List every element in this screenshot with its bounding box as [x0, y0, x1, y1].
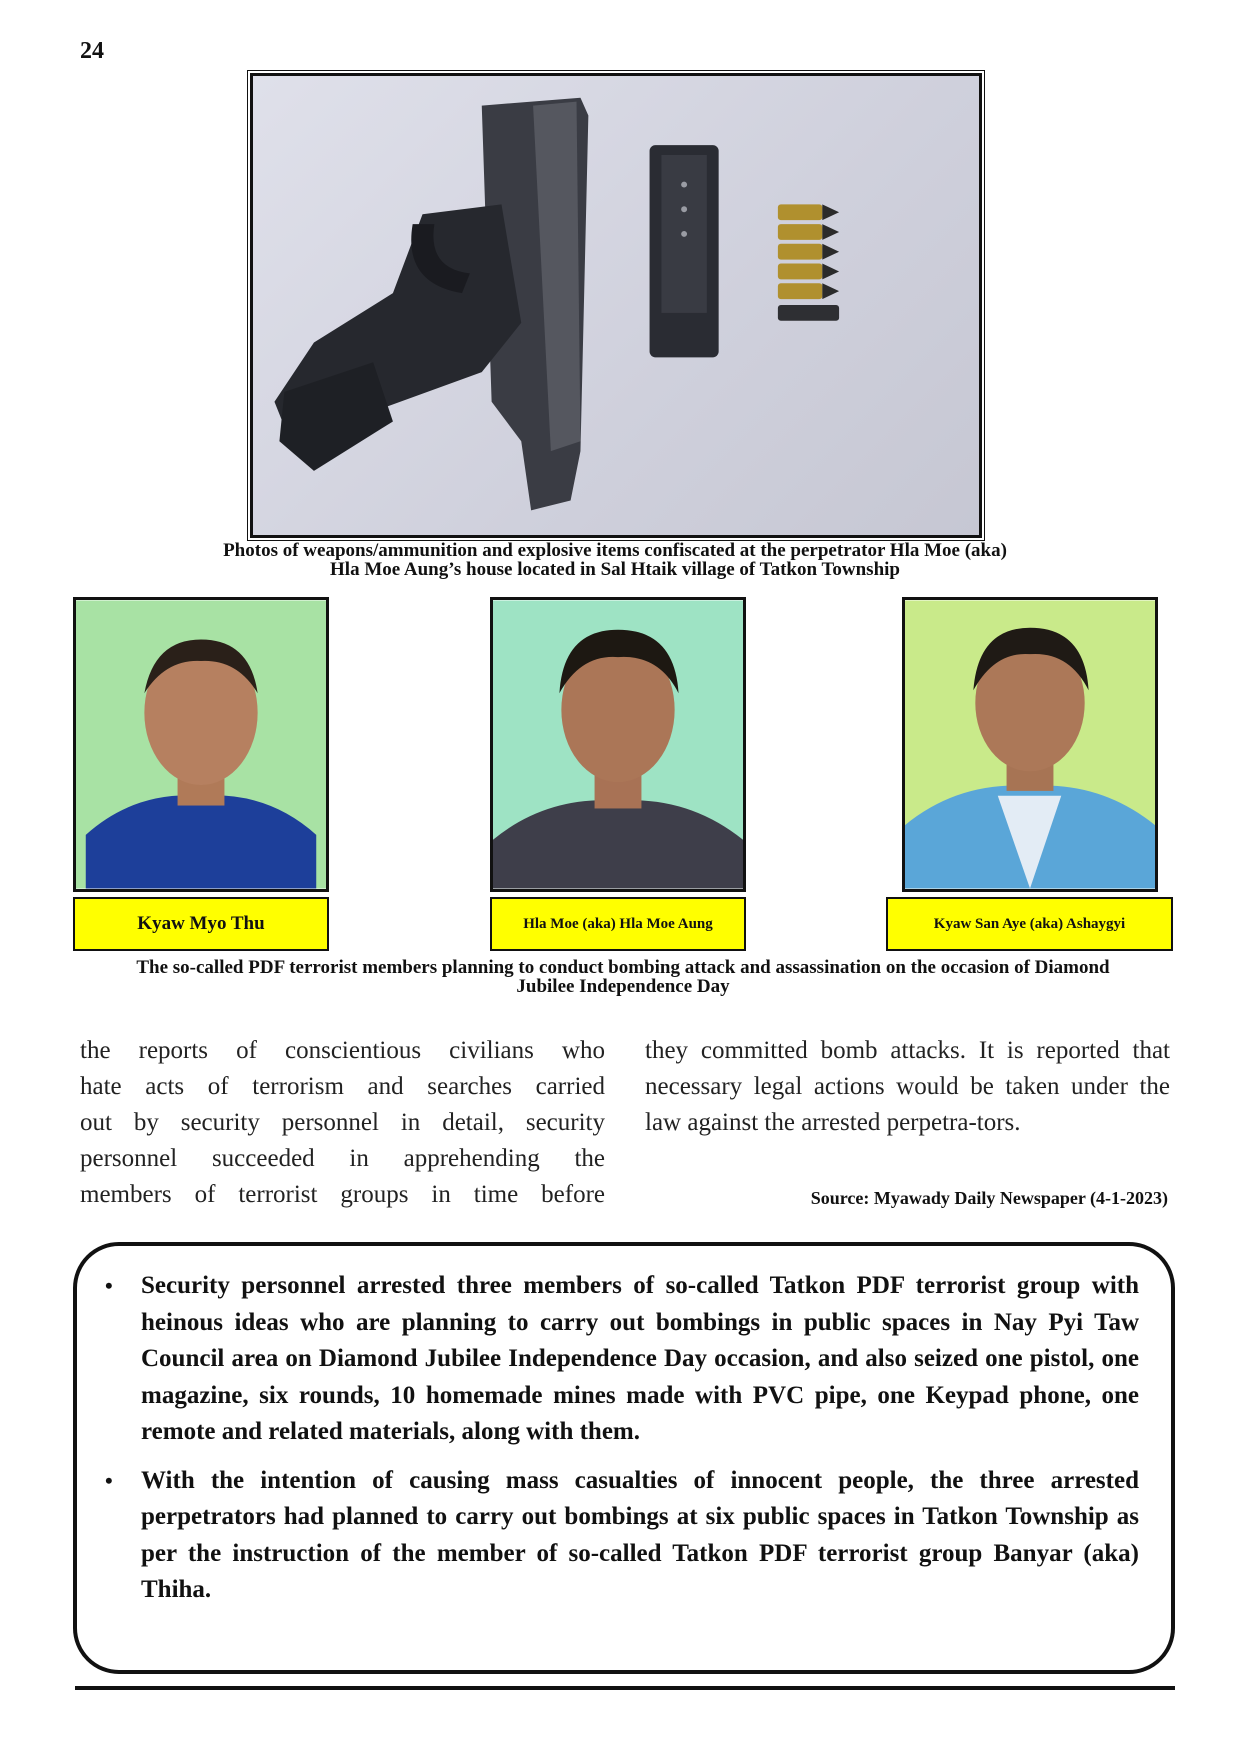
photo-caption-line-1: Photos of weapons/ammunition and explosive items confiscated at the perpetrator Hla Moe (aka) — [223, 540, 1007, 561]
article-line: members of terrorist groups in time before — [80, 1181, 605, 1208]
summary-point — [105, 1463, 1139, 1609]
weapons-photo — [250, 73, 982, 538]
pistol-magazine-illustration — [253, 76, 979, 535]
page-number: 24 — [80, 38, 104, 64]
source-citation: Source: Myawady Daily Newspaper (4-1-2023) — [810, 1188, 1168, 1208]
portrait-hla-moe-aung — [490, 597, 746, 892]
portraits-caption-line-1: The so-called PDF terrorist members planning to conduct bombing attack and assassination on the occasion of Diamond — [136, 957, 1110, 978]
summary-point-text: With the intention of causing mass casualties of innocent people, the three arrested perpetrators had planned to carry out bombings at six public spaces in Tatkon Township as per the instruction of the member of so-called Tatkon PDF terrorist group Banyar (aka) Thiha. — [141, 1466, 1139, 1603]
article-line: personnel succeeded in apprehending the — [80, 1145, 605, 1172]
article-left-column — [80, 1033, 605, 1213]
name-label-kyaw-myo-thu: Kyaw Myo Thu — [73, 897, 329, 951]
article-line: the reports of conscientious civilians who — [80, 1037, 605, 1064]
summary-point-text: Security personnel arrested three members of so-called Tatkon PDF terrorist group with heinous ideas who are planning to carry out bombings in public spaces in Nay Pyi Taw Council area on Diamond Jubilee Independence Day occasion, and also seized one pistol, one magazine, six rounds, 10 homemade mines made with PVC pipe, one Keypad phone, one remote and related materials, along with them. — [141, 1272, 1139, 1445]
portrait-kyaw-myo-thu — [73, 597, 329, 892]
summary-box — [73, 1242, 1175, 1674]
name-label-kyaw-san-aye: Kyaw San Aye (aka) Ashaygyi — [886, 897, 1173, 951]
article-line: out by security personnel in detail, security — [80, 1109, 605, 1136]
bullet-icon: • — [105, 1273, 113, 1298]
photo-caption-line-2: Hla Moe Aung’s house located in Sal Htaik village of Tatkon Township — [330, 559, 900, 580]
bullet-icon: • — [105, 1467, 113, 1493]
article-line: hate acts of terrorism and searches carried — [80, 1073, 605, 1100]
summary-point — [105, 1268, 1139, 1451]
name-label-hla-moe-aung: Hla Moe (aka) Hla Moe Aung — [490, 897, 746, 951]
portraits-caption-line-2: Jubilee Independence Day — [516, 976, 730, 997]
bottom-divider — [75, 1686, 1175, 1690]
photo-caption — [150, 541, 1080, 579]
portraits-caption — [78, 958, 1168, 996]
article-right-column: they committed bomb attacks. It is reported that necessary legal actions would be taken under the law against the arrested perpetra-tors. — [645, 1037, 1170, 1136]
portrait-kyaw-san-aye — [902, 597, 1158, 892]
summary-list — [77, 1246, 1171, 1609]
